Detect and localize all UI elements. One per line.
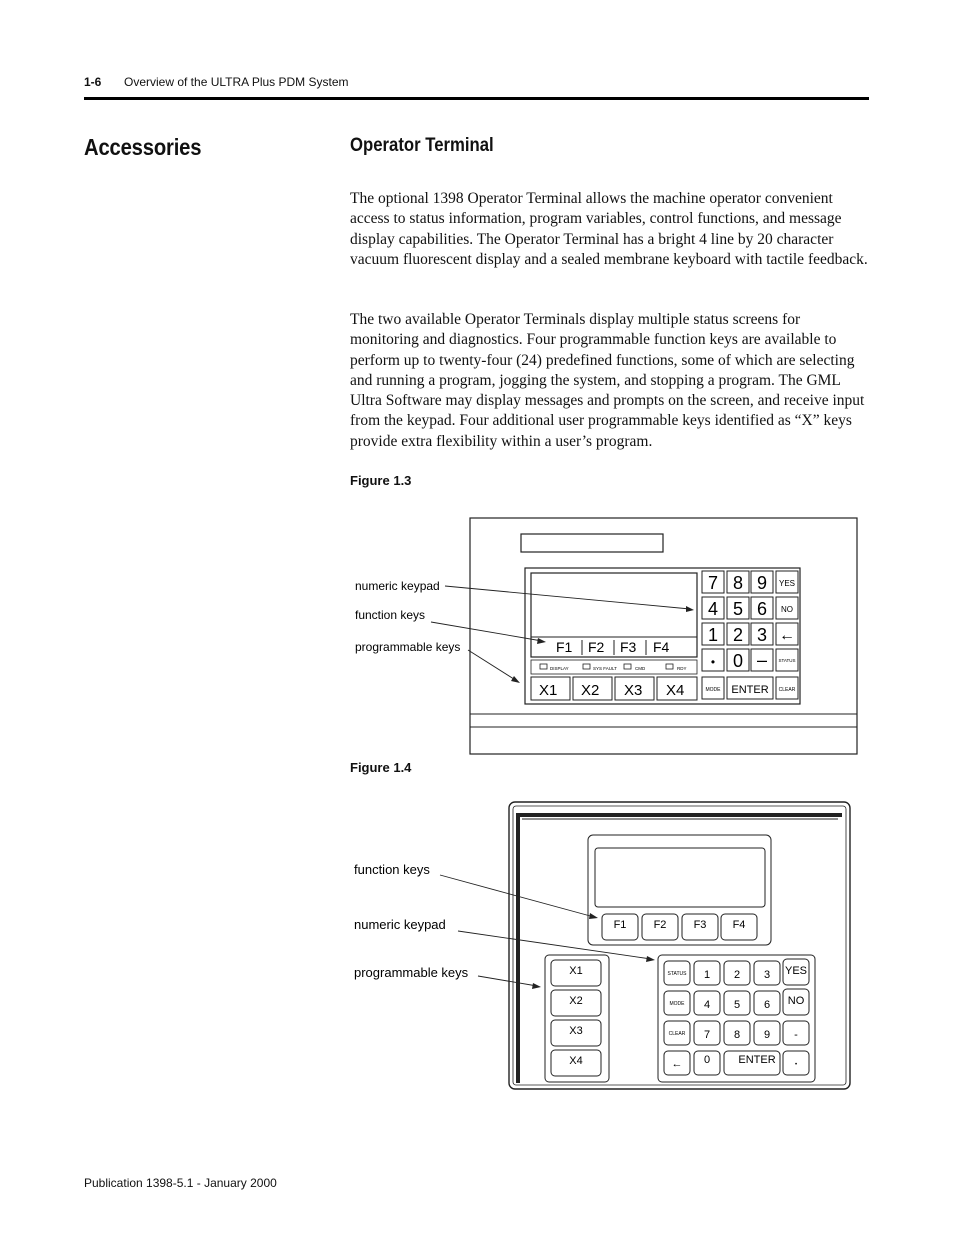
f1-key-1-4: F1	[613, 919, 627, 931]
key-2-1-4: 2	[733, 969, 741, 981]
callout-numeric-keypad-1-4: numeric keypad	[354, 917, 446, 932]
header-rule	[84, 97, 869, 100]
callout-programmable-keys-1-4: programmable keys	[354, 965, 469, 980]
key-5: 5	[732, 599, 744, 619]
key-5-1-4: 5	[733, 999, 741, 1011]
callout-programmable-keys: programmable keys	[355, 640, 461, 654]
section-title: Accessories	[84, 134, 202, 160]
key-mode-1-4: MODE	[669, 1001, 685, 1007]
key-3-1-4: 3	[763, 969, 771, 981]
footer-publication: Publication 1398-5.1 - January 2000	[84, 1176, 277, 1190]
key-enter-1-4: ENTER	[738, 1054, 776, 1066]
f3-key: F3	[620, 639, 637, 655]
key-3: 3	[756, 625, 768, 645]
x4-key: X4	[666, 682, 685, 699]
key-1: 1	[707, 625, 719, 645]
f4-key-1-4: F4	[732, 919, 746, 931]
x1-key-1-4: X1	[569, 965, 583, 977]
indicator-cmd: CMD	[635, 666, 646, 671]
key-enter: ENTER	[731, 684, 769, 696]
key-6: 6	[756, 599, 768, 619]
figure-1-3	[350, 515, 860, 757]
key-1-1-4: 1	[703, 969, 711, 981]
callout-function-keys: function keys	[355, 608, 426, 622]
display-screen-1-4	[595, 848, 765, 907]
key-4: 4	[707, 599, 719, 619]
x2-key: X2	[581, 682, 600, 699]
key-decimal: •	[710, 655, 716, 669]
paragraph-2: The two available Operator Terminals display multiple status screens for monitoring and diagnostics. Four programmable function keys are available to perform up to twenty-four (24) predefined functions, some of which are selecting and running a program, jogging the system, and stopping a program. The GML Ultra Software may display messages and prompts on the screen, and receive input from the keypad. Four additional user programmable keys identified as “X” keys provide extra flexibility within a user’s program.	[350, 311, 865, 450]
key-4-1-4: 4	[703, 999, 711, 1011]
subsection-title: Operator Terminal	[350, 135, 494, 156]
running-title: Overview of the ULTRA Plus PDM System	[124, 75, 349, 89]
key-decimal-1-4: •	[794, 1062, 798, 1068]
key-clear: CLEAR	[778, 687, 796, 693]
f2-key-1-4: F2	[653, 919, 667, 931]
key-9: 9	[756, 573, 768, 593]
key-6-1-4: 6	[763, 999, 771, 1011]
key-minus-1-4: -	[794, 1029, 798, 1041]
page-number: 1-6	[84, 75, 102, 89]
indicator-sys-fault: SYS FAULT	[593, 666, 617, 671]
paragraph-1: The optional 1398 Operator Terminal allows the machine operator convenient access to status information, program variables, control functions, and message display capabilities. The Operator Terminal has a bright 4 line by 20 character vacuum fluorescent display and a sealed membrane keyboard with tactile feedback.	[350, 190, 868, 268]
x2-key-1-4: X2	[569, 995, 583, 1007]
left-arrow-icon: ←	[671, 1058, 683, 1070]
key-8-1-4: 8	[733, 1029, 741, 1041]
key-7: 7	[707, 573, 719, 593]
indicator-rdy: RDY	[677, 666, 687, 671]
key-0-1-4: 0	[703, 1054, 711, 1066]
key-yes: YES	[778, 579, 796, 588]
figure-1-4	[350, 798, 855, 1093]
figure-1-3-caption: Figure 1.3	[350, 473, 412, 488]
indicator-display: DISPLAY	[550, 666, 569, 671]
f3-key-1-4: F3	[693, 919, 707, 931]
label-slot	[521, 534, 663, 552]
figure-1-4-caption: Figure 1.4	[350, 760, 412, 775]
key-2: 2	[732, 625, 744, 645]
f4-key: F4	[653, 639, 670, 655]
key-0: 0	[732, 651, 744, 671]
key-9-1-4: 9	[763, 1029, 771, 1041]
key-yes-1-4: YES	[784, 965, 808, 977]
x4-key-1-4: X4	[569, 1055, 583, 1067]
key-status: STATUS	[778, 658, 796, 663]
callout-numeric-keypad: numeric keypad	[355, 579, 440, 593]
key-clear-1-4: CLEAR	[668, 1031, 686, 1037]
key-8: 8	[732, 573, 744, 593]
x3-key: X3	[624, 682, 643, 699]
key-mode: MODE	[705, 687, 721, 693]
x3-key-1-4: X3	[569, 1025, 583, 1037]
x1-key: X1	[539, 682, 558, 699]
key-no-1-4: NO	[787, 995, 805, 1007]
key-7-1-4: 7	[703, 1029, 711, 1041]
key-no: NO	[781, 605, 793, 614]
f2-key: F2	[588, 639, 605, 655]
callout-function-keys-1-4: function keys	[354, 862, 430, 877]
backspace-icon: ←	[779, 627, 795, 644]
key-status-1-4: STATUS	[667, 971, 687, 977]
f1-key: F1	[556, 639, 573, 655]
key-minus: –	[756, 650, 768, 670]
